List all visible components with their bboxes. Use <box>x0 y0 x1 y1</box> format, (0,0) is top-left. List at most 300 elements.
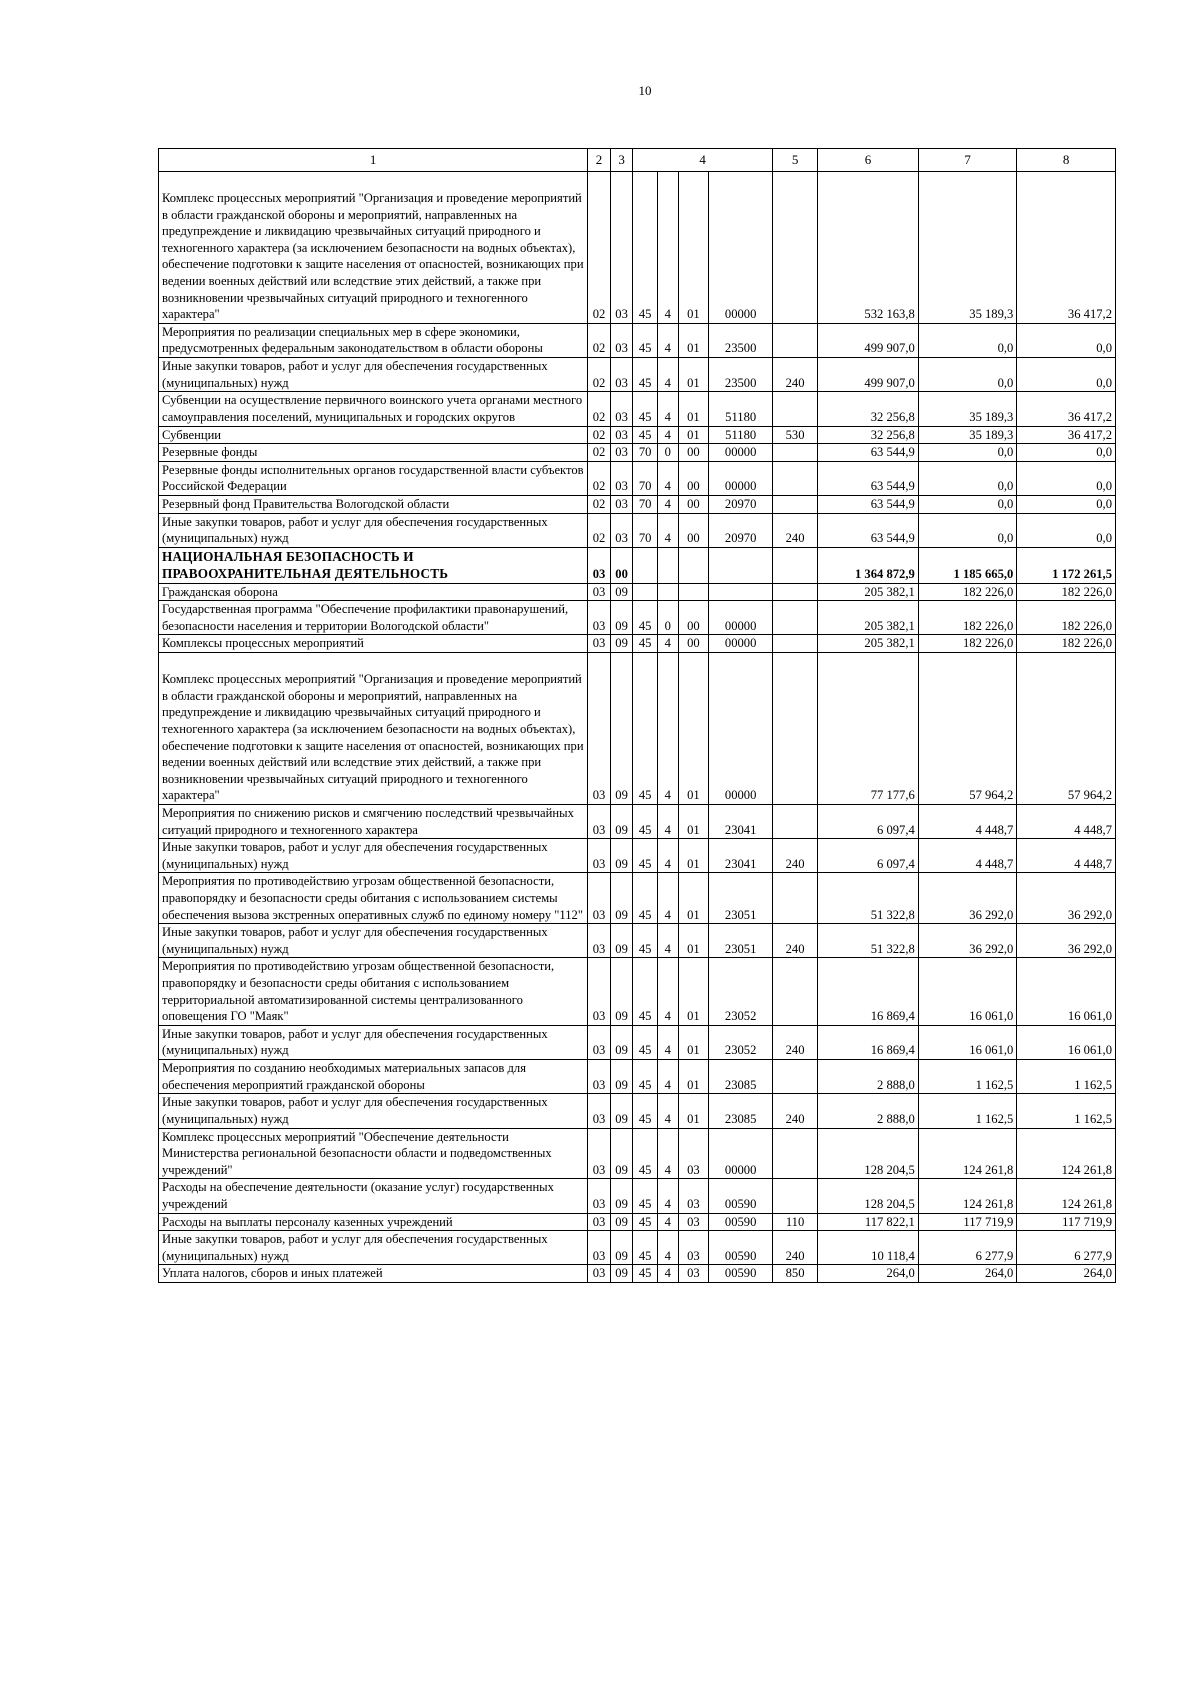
direction-code: 20970 <box>709 513 773 547</box>
table-row <box>159 323 1116 357</box>
direction-code: 00000 <box>709 461 773 495</box>
subsection-code: 09 <box>610 653 633 805</box>
section-code: 03 <box>588 1265 611 1283</box>
program-type-code: 4 <box>658 839 679 873</box>
subsection-code: 09 <box>610 1231 633 1265</box>
direction-code: 00000 <box>709 444 773 462</box>
section-code: 03 <box>588 635 611 653</box>
subsection-code: 09 <box>610 601 633 635</box>
amount-col-6: 6 097,4 <box>818 804 919 838</box>
section-code: 02 <box>588 392 611 426</box>
program-type-code: 0 <box>658 601 679 635</box>
table-row <box>159 873 1116 924</box>
amount-col-6: 16 869,4 <box>818 1025 919 1059</box>
table-row <box>159 601 1116 635</box>
complex-code: 00 <box>678 635 709 653</box>
expense-type-code <box>772 444 817 462</box>
amount-col-8: 182 226,0 <box>1017 583 1116 601</box>
expense-type-code: 240 <box>772 1231 817 1265</box>
program-type-code: 4 <box>658 1025 679 1059</box>
section-code: 03 <box>588 583 611 601</box>
header-col-1: 1 <box>159 149 588 172</box>
program-type-code: 0 <box>658 444 679 462</box>
table-row <box>159 958 1116 1025</box>
row-name: Иные закупки товаров, работ и услуг для обеспечения государственных (муниципальных) нужд <box>159 1025 588 1059</box>
amount-col-6: 532 163,8 <box>818 172 919 324</box>
program-type-code: 4 <box>658 1231 679 1265</box>
program-code: 45 <box>633 1231 658 1265</box>
subsection-code: 09 <box>610 635 633 653</box>
subsection-code: 09 <box>610 924 633 958</box>
amount-col-7: 36 292,0 <box>918 873 1017 924</box>
section-code: 03 <box>588 1060 611 1094</box>
direction-code: 51180 <box>709 392 773 426</box>
amount-col-8: 1 162,5 <box>1017 1060 1116 1094</box>
amount-col-7: 4 448,7 <box>918 804 1017 838</box>
complex-code: 03 <box>678 1179 709 1213</box>
subsection-code: 09 <box>610 958 633 1025</box>
program-type-code: 4 <box>658 461 679 495</box>
amount-col-8: 16 061,0 <box>1017 958 1116 1025</box>
amount-col-6: 6 097,4 <box>818 839 919 873</box>
subsection-code: 03 <box>610 444 633 462</box>
amount-col-7: 36 292,0 <box>918 924 1017 958</box>
amount-col-7: 35 189,3 <box>918 392 1017 426</box>
direction-code: 00000 <box>709 1128 773 1179</box>
amount-col-7: 0,0 <box>918 513 1017 547</box>
amount-col-7: 35 189,3 <box>918 172 1017 324</box>
program-code: 45 <box>633 601 658 635</box>
program-code: 70 <box>633 461 658 495</box>
amount-col-7: 16 061,0 <box>918 1025 1017 1059</box>
amount-col-6: 51 322,8 <box>818 873 919 924</box>
program-type-code: 4 <box>658 392 679 426</box>
row-name: Мероприятия по противодействию угрозам общественной безопасности, правопорядку и безопасности среды обитания с использованием территориальной автоматизированной системы централизованного оповещения ГО "Маяк" <box>159 958 588 1025</box>
subsection-code: 09 <box>610 1025 633 1059</box>
amount-col-6: 128 204,5 <box>818 1179 919 1213</box>
amount-col-8: 0,0 <box>1017 513 1116 547</box>
program-type-code: 4 <box>658 1265 679 1283</box>
amount-col-8: 4 448,7 <box>1017 839 1116 873</box>
amount-col-7: 124 261,8 <box>918 1179 1017 1213</box>
amount-col-6: 1 364 872,9 <box>818 547 919 583</box>
section-code: 02 <box>588 172 611 324</box>
row-name-text: Комплекс процессных мероприятий "Организация и проведение мероприятий в области гражданской обороны и мероприятий, направленных на предупреждение и ликвидацию чрезвычайных ситуаций природного и техногенного характера (за исключением безопасности на водных объектах), обеспечение подготовки к защите населения от опасностей, возникающих при ведении военных действий или вследствие этих действий, а также при возникновении чрезвычайных ситуаций природного и техногенного характера" <box>162 191 584 322</box>
expense-type-code <box>772 495 817 513</box>
header-col-4: 4 <box>633 149 773 172</box>
program-type-code: 4 <box>658 495 679 513</box>
row-name-text: Комплекс процессных мероприятий "Организация и проведение мероприятий в области гражданской обороны и мероприятий, направленных на предупреждение и ликвидацию чрезвычайных ситуаций природного и техногенного характера (за исключением безопасности на водных объектах), обеспечение подготовки к защите населения от опасностей, возникающих при ведении военных действий или вследствие этих действий, а также при возникновении чрезвычайных ситуаций природного и техногенного характера" <box>162 672 584 803</box>
direction-code: 00590 <box>709 1265 773 1283</box>
subsection-code: 03 <box>610 495 633 513</box>
program-type-code: 4 <box>658 358 679 392</box>
table-row <box>159 653 1116 805</box>
subsection-code: 03 <box>610 172 633 324</box>
program-type-code: 4 <box>658 1179 679 1213</box>
table-row <box>159 583 1116 601</box>
program-type-code: 4 <box>658 924 679 958</box>
direction-code: 00590 <box>709 1213 773 1231</box>
row-name: Мероприятия по снижению рисков и смягчению последствий чрезвычайных ситуаций природного и техногенного характера <box>159 804 588 838</box>
program-code: 45 <box>633 1094 658 1128</box>
expense-type-code <box>772 323 817 357</box>
header-col-3: 3 <box>610 149 633 172</box>
section-code: 02 <box>588 495 611 513</box>
direction-code: 00590 <box>709 1231 773 1265</box>
expense-type-code <box>772 635 817 653</box>
amount-col-8: 182 226,0 <box>1017 601 1116 635</box>
direction-code: 20970 <box>709 495 773 513</box>
section-code: 03 <box>588 1213 611 1231</box>
section-code: 03 <box>588 547 611 583</box>
direction-code: 00000 <box>709 635 773 653</box>
direction-code: 00000 <box>709 601 773 635</box>
program-type-code: 4 <box>658 172 679 324</box>
amount-col-8: 0,0 <box>1017 323 1116 357</box>
expense-type-code <box>772 583 817 601</box>
table-body <box>159 172 1116 1283</box>
table-row <box>159 1179 1116 1213</box>
amount-col-7: 117 719,9 <box>918 1213 1017 1231</box>
section-code: 03 <box>588 1179 611 1213</box>
program-type-code: 4 <box>658 1060 679 1094</box>
direction-code: 51180 <box>709 426 773 444</box>
complex-code: 01 <box>678 804 709 838</box>
complex-code: 00 <box>678 601 709 635</box>
expense-type-code <box>772 1128 817 1179</box>
direction-code: 23085 <box>709 1060 773 1094</box>
table-row <box>159 172 1116 324</box>
program-code: 70 <box>633 495 658 513</box>
amount-col-8: 0,0 <box>1017 444 1116 462</box>
subsection-code: 09 <box>610 1213 633 1231</box>
expense-type-code: 240 <box>772 513 817 547</box>
row-name: Иные закупки товаров, работ и услуг для обеспечения государственных (муниципальных) нужд <box>159 839 588 873</box>
amount-col-8: 0,0 <box>1017 461 1116 495</box>
table-row <box>159 495 1116 513</box>
program-type-code: 4 <box>658 1128 679 1179</box>
row-name: Мероприятия по противодействию угрозам общественной безопасности, правопорядку и безопасности среды обитания с использованием системы обеспечения вызова экстренных оперативных служб по единому номеру "112" <box>159 873 588 924</box>
amount-col-7: 182 226,0 <box>918 601 1017 635</box>
direction-code: 23500 <box>709 358 773 392</box>
row-name: Гражданская оборона <box>159 583 588 601</box>
table-row <box>159 1025 1116 1059</box>
expense-type-code: 850 <box>772 1265 817 1283</box>
header-col-8: 8 <box>1017 149 1116 172</box>
complex-code: 00 <box>678 461 709 495</box>
program-code: 45 <box>633 323 658 357</box>
expense-type-code <box>772 1060 817 1094</box>
amount-col-6: 16 869,4 <box>818 958 919 1025</box>
row-name: Мероприятия по реализации специальных мер в сфере экономики, предусмотренных федеральным законодательством в области обороны <box>159 323 588 357</box>
direction-code: 23500 <box>709 323 773 357</box>
program-code: 45 <box>633 653 658 805</box>
amount-col-6: 63 544,9 <box>818 461 919 495</box>
complex-code <box>678 583 709 601</box>
amount-col-6: 205 382,1 <box>818 635 919 653</box>
section-code: 03 <box>588 1094 611 1128</box>
amount-col-8: 16 061,0 <box>1017 1025 1116 1059</box>
expense-type-code: 240 <box>772 1025 817 1059</box>
complex-code: 00 <box>678 495 709 513</box>
expense-type-code: 530 <box>772 426 817 444</box>
program-code: 45 <box>633 958 658 1025</box>
section-code: 02 <box>588 426 611 444</box>
program-type-code: 4 <box>658 958 679 1025</box>
program-code: 70 <box>633 513 658 547</box>
subsection-code: 09 <box>610 583 633 601</box>
amount-col-8: 6 277,9 <box>1017 1231 1116 1265</box>
program-type-code: 4 <box>658 513 679 547</box>
expense-type-code: 110 <box>772 1213 817 1231</box>
program-code: 45 <box>633 1265 658 1283</box>
header-row <box>159 149 1116 172</box>
section-code: 03 <box>588 924 611 958</box>
amount-col-7: 182 226,0 <box>918 583 1017 601</box>
table-row <box>159 426 1116 444</box>
subsection-code: 09 <box>610 1179 633 1213</box>
amount-col-8: 36 292,0 <box>1017 924 1116 958</box>
complex-code: 01 <box>678 873 709 924</box>
table-row <box>159 358 1116 392</box>
amount-col-8: 124 261,8 <box>1017 1179 1116 1213</box>
table-row <box>159 924 1116 958</box>
table-row <box>159 1213 1116 1231</box>
program-code: 45 <box>633 635 658 653</box>
amount-col-7: 1 185 665,0 <box>918 547 1017 583</box>
amount-col-7: 0,0 <box>918 461 1017 495</box>
amount-col-6: 128 204,5 <box>818 1128 919 1179</box>
complex-code: 03 <box>678 1231 709 1265</box>
section-code: 03 <box>588 839 611 873</box>
amount-col-7: 1 162,5 <box>918 1060 1017 1094</box>
section-code: 02 <box>588 358 611 392</box>
amount-col-8: 36 417,2 <box>1017 426 1116 444</box>
program-code: 45 <box>633 1025 658 1059</box>
complex-code: 01 <box>678 653 709 805</box>
complex-code: 01 <box>678 426 709 444</box>
amount-col-6: 2 888,0 <box>818 1094 919 1128</box>
table-row <box>159 1094 1116 1128</box>
row-name: Иные закупки товаров, работ и услуг для обеспечения государственных (муниципальных) нужд <box>159 1231 588 1265</box>
section-code: 03 <box>588 873 611 924</box>
program-code: 45 <box>633 1060 658 1094</box>
row-name: Иные закупки товаров, работ и услуг для обеспечения государственных (муниципальных) нужд <box>159 924 588 958</box>
program-type-code <box>658 583 679 601</box>
program-type-code: 4 <box>658 323 679 357</box>
amount-col-7: 0,0 <box>918 358 1017 392</box>
amount-col-8: 264,0 <box>1017 1265 1116 1283</box>
section-code: 03 <box>588 804 611 838</box>
program-type-code: 4 <box>658 1213 679 1231</box>
amount-col-8: 36 417,2 <box>1017 392 1116 426</box>
amount-col-6: 205 382,1 <box>818 601 919 635</box>
expense-type-code <box>772 547 817 583</box>
direction-code: 00000 <box>709 172 773 324</box>
subsection-code: 09 <box>610 1265 633 1283</box>
row-name: Субвенции <box>159 426 588 444</box>
complex-code: 01 <box>678 1094 709 1128</box>
row-name: Расходы на обеспечение деятельности (оказание услуг) государственных учреждений <box>159 1179 588 1213</box>
subsection-code: 09 <box>610 804 633 838</box>
complex-code: 00 <box>678 444 709 462</box>
table-row <box>159 1265 1116 1283</box>
complex-code: 01 <box>678 1060 709 1094</box>
program-code: 45 <box>633 839 658 873</box>
expense-type-code <box>772 804 817 838</box>
direction-code: 00590 <box>709 1179 773 1213</box>
expense-type-code <box>772 172 817 324</box>
subsection-code: 03 <box>610 392 633 426</box>
table-row <box>159 392 1116 426</box>
amount-col-6: 32 256,8 <box>818 426 919 444</box>
amount-col-7: 57 964,2 <box>918 653 1017 805</box>
expense-type-code: 240 <box>772 839 817 873</box>
program-code: 45 <box>633 924 658 958</box>
complex-code: 01 <box>678 392 709 426</box>
expense-type-code: 240 <box>772 358 817 392</box>
complex-code: 03 <box>678 1128 709 1179</box>
direction-code: 23052 <box>709 958 773 1025</box>
program-code: 45 <box>633 1213 658 1231</box>
expense-type-code: 240 <box>772 924 817 958</box>
amount-col-6: 77 177,6 <box>818 653 919 805</box>
subsection-code: 09 <box>610 839 633 873</box>
direction-code: 23051 <box>709 873 773 924</box>
section-code: 03 <box>588 1025 611 1059</box>
program-code <box>633 547 658 583</box>
amount-col-7: 1 162,5 <box>918 1094 1017 1128</box>
amount-col-6: 117 822,1 <box>818 1213 919 1231</box>
amount-col-7: 264,0 <box>918 1265 1017 1283</box>
amount-col-8: 36 417,2 <box>1017 172 1116 324</box>
row-name: Субвенции на осуществление первичного воинского учета органами местного самоуправления поселений, муниципальных и городских округов <box>159 392 588 426</box>
complex-code: 03 <box>678 1265 709 1283</box>
row-name: Комплексы процессных мероприятий <box>159 635 588 653</box>
table-row <box>159 635 1116 653</box>
program-type-code: 4 <box>658 426 679 444</box>
direction-code: 23052 <box>709 1025 773 1059</box>
expense-type-code <box>772 653 817 805</box>
amount-col-6: 205 382,1 <box>818 583 919 601</box>
amount-col-6: 32 256,8 <box>818 392 919 426</box>
subsection-code: 00 <box>610 547 633 583</box>
subsection-code: 03 <box>610 513 633 547</box>
row-name <box>159 653 588 805</box>
row-name: НАЦИОНАЛЬНАЯ БЕЗОПАСНОСТЬ И ПРАВООХРАНИТЕЛЬНАЯ ДЕЯТЕЛЬНОСТЬ <box>159 547 588 583</box>
program-code <box>633 583 658 601</box>
subsection-code: 09 <box>610 1094 633 1128</box>
amount-col-8: 0,0 <box>1017 358 1116 392</box>
amount-col-6: 264,0 <box>818 1265 919 1283</box>
amount-col-6: 499 907,0 <box>818 323 919 357</box>
table-row <box>159 1128 1116 1179</box>
direction-code: 23041 <box>709 839 773 873</box>
amount-col-7: 0,0 <box>918 495 1017 513</box>
subsection-code: 03 <box>610 323 633 357</box>
header-col-7: 7 <box>918 149 1017 172</box>
complex-code: 01 <box>678 323 709 357</box>
header-col-6: 6 <box>818 149 919 172</box>
row-name: Иные закупки товаров, работ и услуг для обеспечения государственных (муниципальных) нужд <box>159 513 588 547</box>
program-code: 45 <box>633 172 658 324</box>
header-col-2: 2 <box>588 149 611 172</box>
program-type-code: 4 <box>658 653 679 805</box>
row-name: Расходы на выплаты персоналу казенных учреждений <box>159 1213 588 1231</box>
amount-col-7: 182 226,0 <box>918 635 1017 653</box>
amount-col-8: 57 964,2 <box>1017 653 1116 805</box>
program-code: 45 <box>633 426 658 444</box>
subsection-code: 09 <box>610 1128 633 1179</box>
section-code: 02 <box>588 444 611 462</box>
row-name: Иные закупки товаров, работ и услуг для обеспечения государственных (муниципальных) нужд <box>159 358 588 392</box>
row-name <box>159 172 588 324</box>
amount-col-8: 124 261,8 <box>1017 1128 1116 1179</box>
amount-col-8: 0,0 <box>1017 495 1116 513</box>
amount-col-8: 182 226,0 <box>1017 635 1116 653</box>
table-row <box>159 547 1116 583</box>
direction-code <box>709 583 773 601</box>
amount-col-8: 1 162,5 <box>1017 1094 1116 1128</box>
expense-type-code <box>772 958 817 1025</box>
row-name: Уплата налогов, сборов и иных платежей <box>159 1265 588 1283</box>
amount-col-6: 2 888,0 <box>818 1060 919 1094</box>
table-row <box>159 461 1116 495</box>
amount-col-6: 63 544,9 <box>818 495 919 513</box>
table-row <box>159 804 1116 838</box>
amount-col-6: 63 544,9 <box>818 513 919 547</box>
section-code: 02 <box>588 323 611 357</box>
amount-col-8: 117 719,9 <box>1017 1213 1116 1231</box>
program-type-code <box>658 547 679 583</box>
direction-code: 23085 <box>709 1094 773 1128</box>
amount-col-6: 63 544,9 <box>818 444 919 462</box>
program-type-code: 4 <box>658 635 679 653</box>
row-name: Иные закупки товаров, работ и услуг для обеспечения государственных (муниципальных) нужд <box>159 1094 588 1128</box>
amount-col-7: 0,0 <box>918 323 1017 357</box>
direction-code: 23051 <box>709 924 773 958</box>
subsection-code: 09 <box>610 873 633 924</box>
row-name: Мероприятия по созданию необходимых материальных запасов для обеспечения мероприятий гражданской обороны <box>159 1060 588 1094</box>
program-code: 70 <box>633 444 658 462</box>
program-code: 45 <box>633 358 658 392</box>
row-name: Резервные фонды исполнительных органов государственной власти субъектов Российской Федерации <box>159 461 588 495</box>
complex-code: 01 <box>678 172 709 324</box>
program-code: 45 <box>633 804 658 838</box>
expense-type-code: 240 <box>772 1094 817 1128</box>
program-type-code: 4 <box>658 873 679 924</box>
table-row <box>159 1060 1116 1094</box>
complex-code <box>678 547 709 583</box>
section-code: 03 <box>588 601 611 635</box>
direction-code: 23041 <box>709 804 773 838</box>
row-name: Резервный фонд Правительства Вологодской области <box>159 495 588 513</box>
amount-col-7: 124 261,8 <box>918 1128 1017 1179</box>
row-name: Резервные фонды <box>159 444 588 462</box>
complex-code: 01 <box>678 839 709 873</box>
expense-type-code <box>772 873 817 924</box>
section-code: 03 <box>588 958 611 1025</box>
subsection-code: 09 <box>610 1060 633 1094</box>
program-code: 45 <box>633 873 658 924</box>
subsection-code: 03 <box>610 426 633 444</box>
page-number: 10 <box>638 83 652 98</box>
complex-code: 00 <box>678 513 709 547</box>
direction-code: 00000 <box>709 653 773 805</box>
expense-type-code <box>772 461 817 495</box>
program-code: 45 <box>633 392 658 426</box>
amount-col-8: 36 292,0 <box>1017 873 1116 924</box>
